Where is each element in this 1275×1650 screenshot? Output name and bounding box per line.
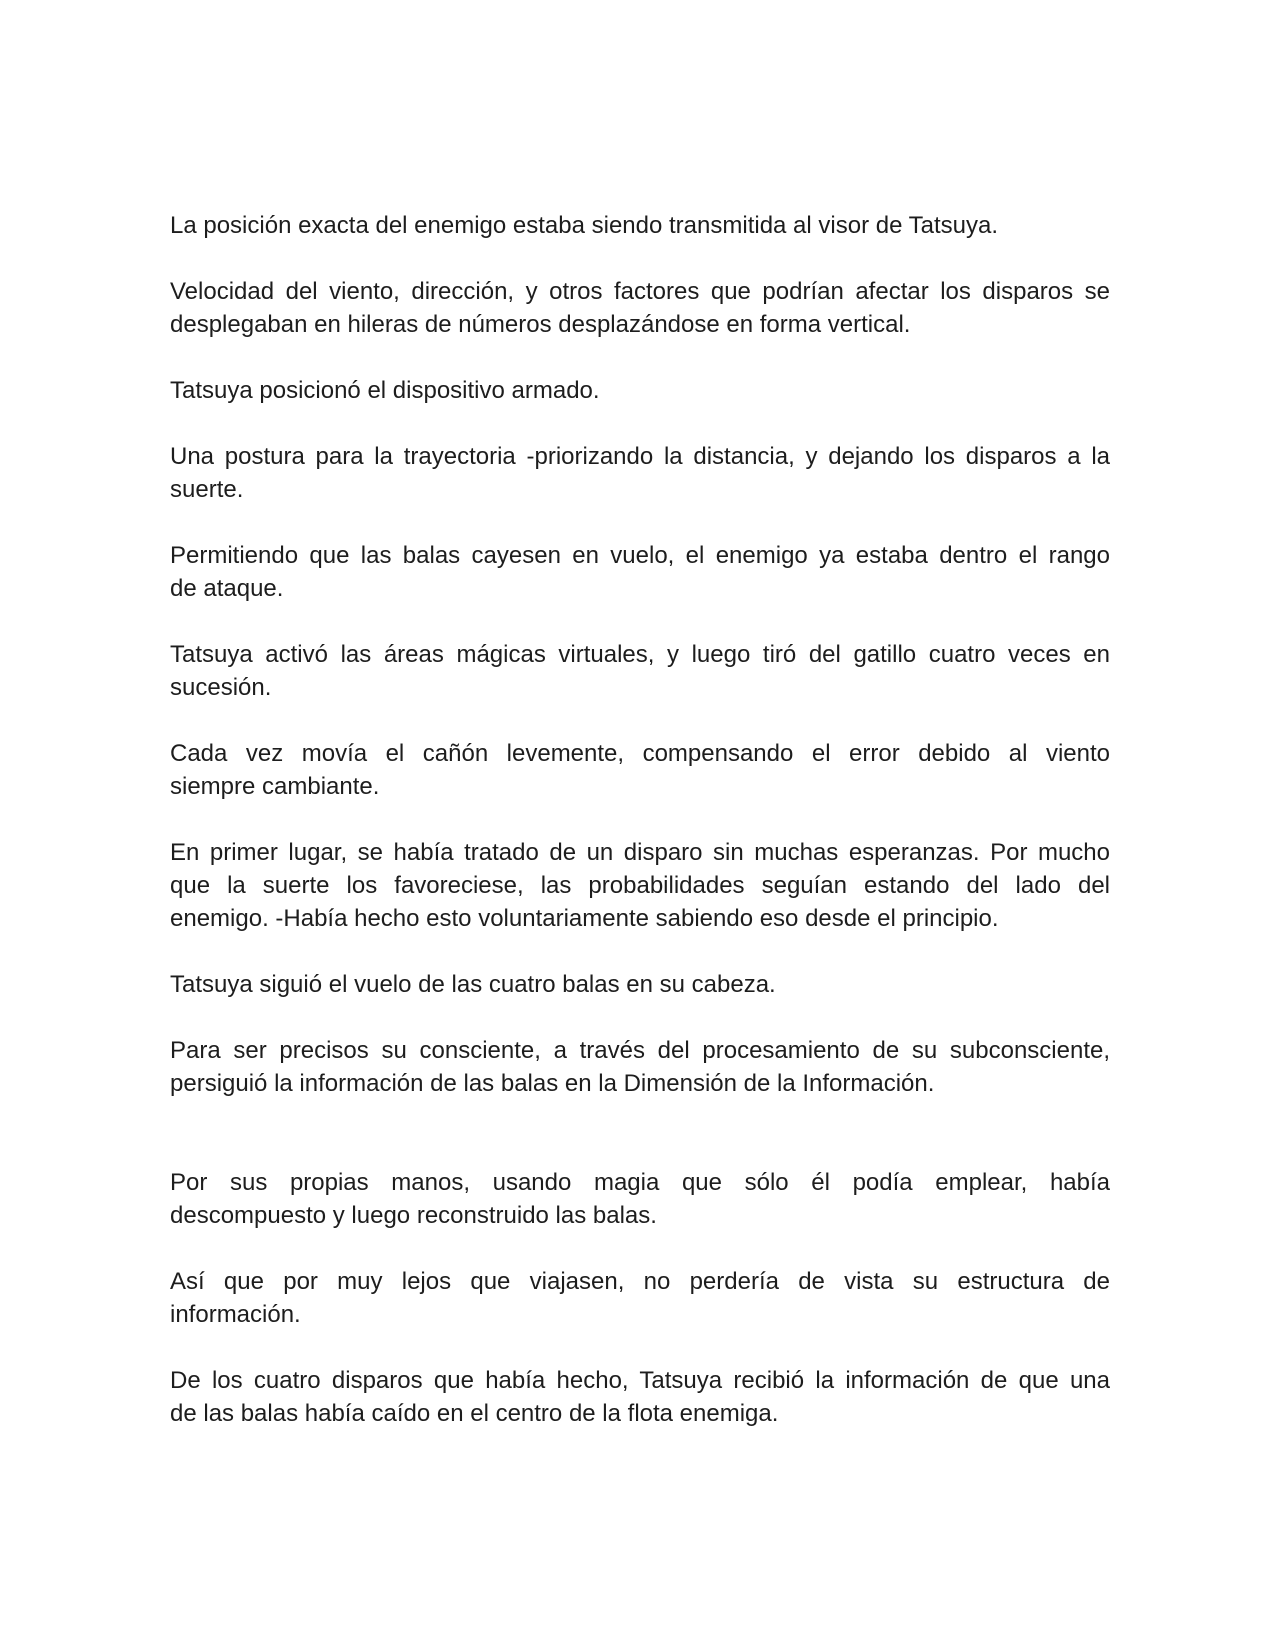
paragraph — [170, 209, 1110, 242]
text-column — [170, 209, 1110, 1463]
paragraph — [170, 968, 1110, 1001]
text-line: Por sus propias manos, usando magia que sólo él podía emplear, había — [170, 1169, 1110, 1196]
text-line: Tatsuya activó las áreas mágicas virtuales, y luego tiró del gatillo cuatro veces en — [170, 641, 1110, 668]
paragraph — [170, 440, 1110, 506]
paragraph — [170, 737, 1110, 803]
text-line: que la suerte los favoreciese, las probabilidades seguían estando del lado del — [170, 872, 1110, 899]
paragraph — [170, 1265, 1110, 1331]
text-line: suerte. — [170, 476, 244, 503]
text-line: desplegaban en hileras de números desplazándose en forma vertical. — [170, 311, 911, 338]
text-line: Velocidad del viento, dirección, y otros factores que podrían afectar los disparos se — [170, 278, 1110, 305]
paragraph — [170, 374, 1110, 407]
text-line: Tatsuya siguió el vuelo de las cuatro balas en su cabeza. — [170, 971, 776, 998]
paragraph — [170, 836, 1110, 935]
paragraph — [170, 638, 1110, 704]
text-line: enemigo. -Había hecho esto voluntariamente sabiendo eso desde el principio. — [170, 905, 999, 932]
text-line: de ataque. — [170, 575, 284, 602]
text-line: Una postura para la trayectoria -priorizando la distancia, y dejando los disparos a la — [170, 443, 1110, 470]
text-line: Permitiendo que las balas cayesen en vuelo, el enemigo ya estaba dentro el rango — [170, 542, 1110, 569]
text-line: persiguió la información de las balas en la Dimensión de la Información. — [170, 1070, 935, 1097]
paragraph — [170, 539, 1110, 605]
text-line: de las balas había caído en el centro de la flota enemiga. — [170, 1400, 779, 1427]
paragraph — [170, 1034, 1110, 1100]
paragraph — [170, 1364, 1110, 1430]
text-line: sucesión. — [170, 674, 272, 701]
text-line: siempre cambiante. — [170, 773, 380, 800]
text-line: información. — [170, 1301, 301, 1328]
blank-line — [170, 1133, 1110, 1166]
text-line: De los cuatro disparos que había hecho, Tatsuya recibió la información de que una — [170, 1367, 1110, 1394]
text-line: Cada vez movía el cañón levemente, compensando el error debido al viento — [170, 740, 1110, 767]
text-line: descompuesto y luego reconstruido las balas. — [170, 1202, 657, 1229]
text-line: La posición exacta del enemigo estaba siendo transmitida al visor de Tatsuya. — [170, 212, 999, 239]
paragraph — [170, 1166, 1110, 1232]
text-line: Así que por muy lejos que viajasen, no perdería de vista su estructura de — [170, 1268, 1110, 1295]
text-line: Para ser precisos su consciente, a través del procesamiento de su subconsciente, — [170, 1037, 1110, 1064]
text-line: En primer lugar, se había tratado de un disparo sin muchas esperanzas. Por mucho — [170, 839, 1110, 866]
text-line: Tatsuya posicionó el dispositivo armado. — [170, 377, 600, 404]
paragraph — [170, 275, 1110, 341]
